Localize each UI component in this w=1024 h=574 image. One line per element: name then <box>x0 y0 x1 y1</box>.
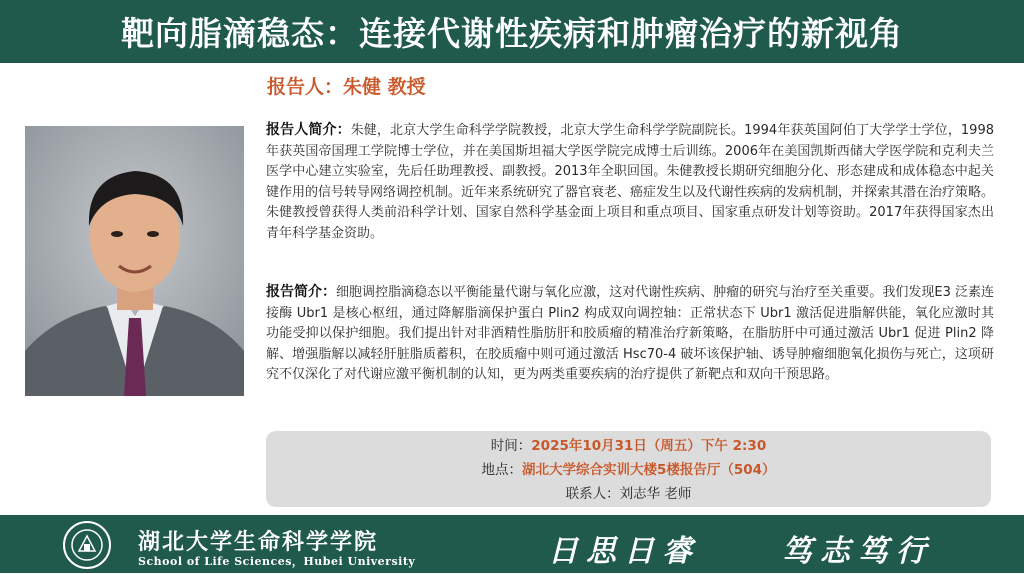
bio-label: 报告人简介： <box>266 122 351 138</box>
place-row <box>266 458 991 482</box>
motto-part-2: 笃志笃行 <box>782 534 934 569</box>
speaker-name: 报告人：朱健 教授 <box>267 76 426 98</box>
report-abstract <box>266 282 994 386</box>
contact-text: 联系人：刘志华 老师 <box>565 486 692 502</box>
motto-part-1: 日思日睿 <box>548 534 700 569</box>
title-banner <box>0 0 1024 63</box>
time-row <box>266 434 991 458</box>
time-value: 2025年10月31日（周五）下午 2:30 <box>531 438 767 454</box>
school-name-en: School of Life Sciences，Hubei University <box>138 555 416 568</box>
speaker-photo <box>25 126 244 396</box>
abstract-text: 细胞调控脂滴稳态以平衡能量代谢与氧化应激，这对代谢性疾病、肿瘤的研究与治疗至关重要。我们发现E3 泛素连接酶 Ubr1 是核心枢纽，通过降解脂滴保护蛋白 Plin2 构成双向调控轴：正常状态下 Ubr1 激活促进脂解供能，氧化应激时其功能受抑以保护细胞。我们提出针对非酒精性脂肪肝和胶质瘤的精准治疗新策略，在脂肪肝中可通过激活 Ubr1 促进 Plin2 降解、增强脂解以减轻肝脏脂质蓄积，在胶质瘤中则可通过激活 Hsc70-4 破坏该保护轴、诱导肿瘤细胞氧化损伤与死亡，这项研究不仅深化了对代谢应激平衡机制的认知，更为两类重要疾病的治疗提供了新靶点和双向干预思路。 <box>266 285 995 383</box>
bio-text: 朱健，北京大学生命科学学院教授，北京大学生命科学学院副院长。1994年获英国阿伯丁大学学士学位，1998年获英国帝国理工学院博士学位，并在美国斯坦福大学医学院完成博士后训练。2006年在美国凯斯西储大学医学院和克利夫兰医学中心建立实验室，先后任助理教授、副教授。2013年全职回国。朱健教授长期研究细胞分化、形态建成和成体稳态中起关键作用的信号转导网络调控机制。近年来系统研究了器官衰老、癌症发生以及代谢性疾病的发病机制，并探索其潜在治疗策略。朱健教授曾获得人类前沿科学计划、国家自然科学基金面上项目和重点项目、国家重点研发计划等资助。2017年获得国家杰出青年科学基金资助。 <box>266 123 995 241</box>
place-label: 地点： <box>481 462 522 478</box>
page-title: 靶向脂滴稳态：连接代谢性疾病和肿瘤治疗的新视角 <box>121 14 903 53</box>
school-name-cn: 湖北大学生命科学学院 <box>138 530 379 555</box>
event-info-box <box>266 431 991 507</box>
place-value: 湖北大学综合实训大楼5楼报告厅（504） <box>521 462 776 478</box>
abstract-label: 报告简介： <box>266 284 337 300</box>
time-label: 时间： <box>490 438 532 454</box>
contact-row <box>266 482 991 506</box>
speaker-bio <box>266 120 994 245</box>
university-seal-icon <box>62 520 112 570</box>
